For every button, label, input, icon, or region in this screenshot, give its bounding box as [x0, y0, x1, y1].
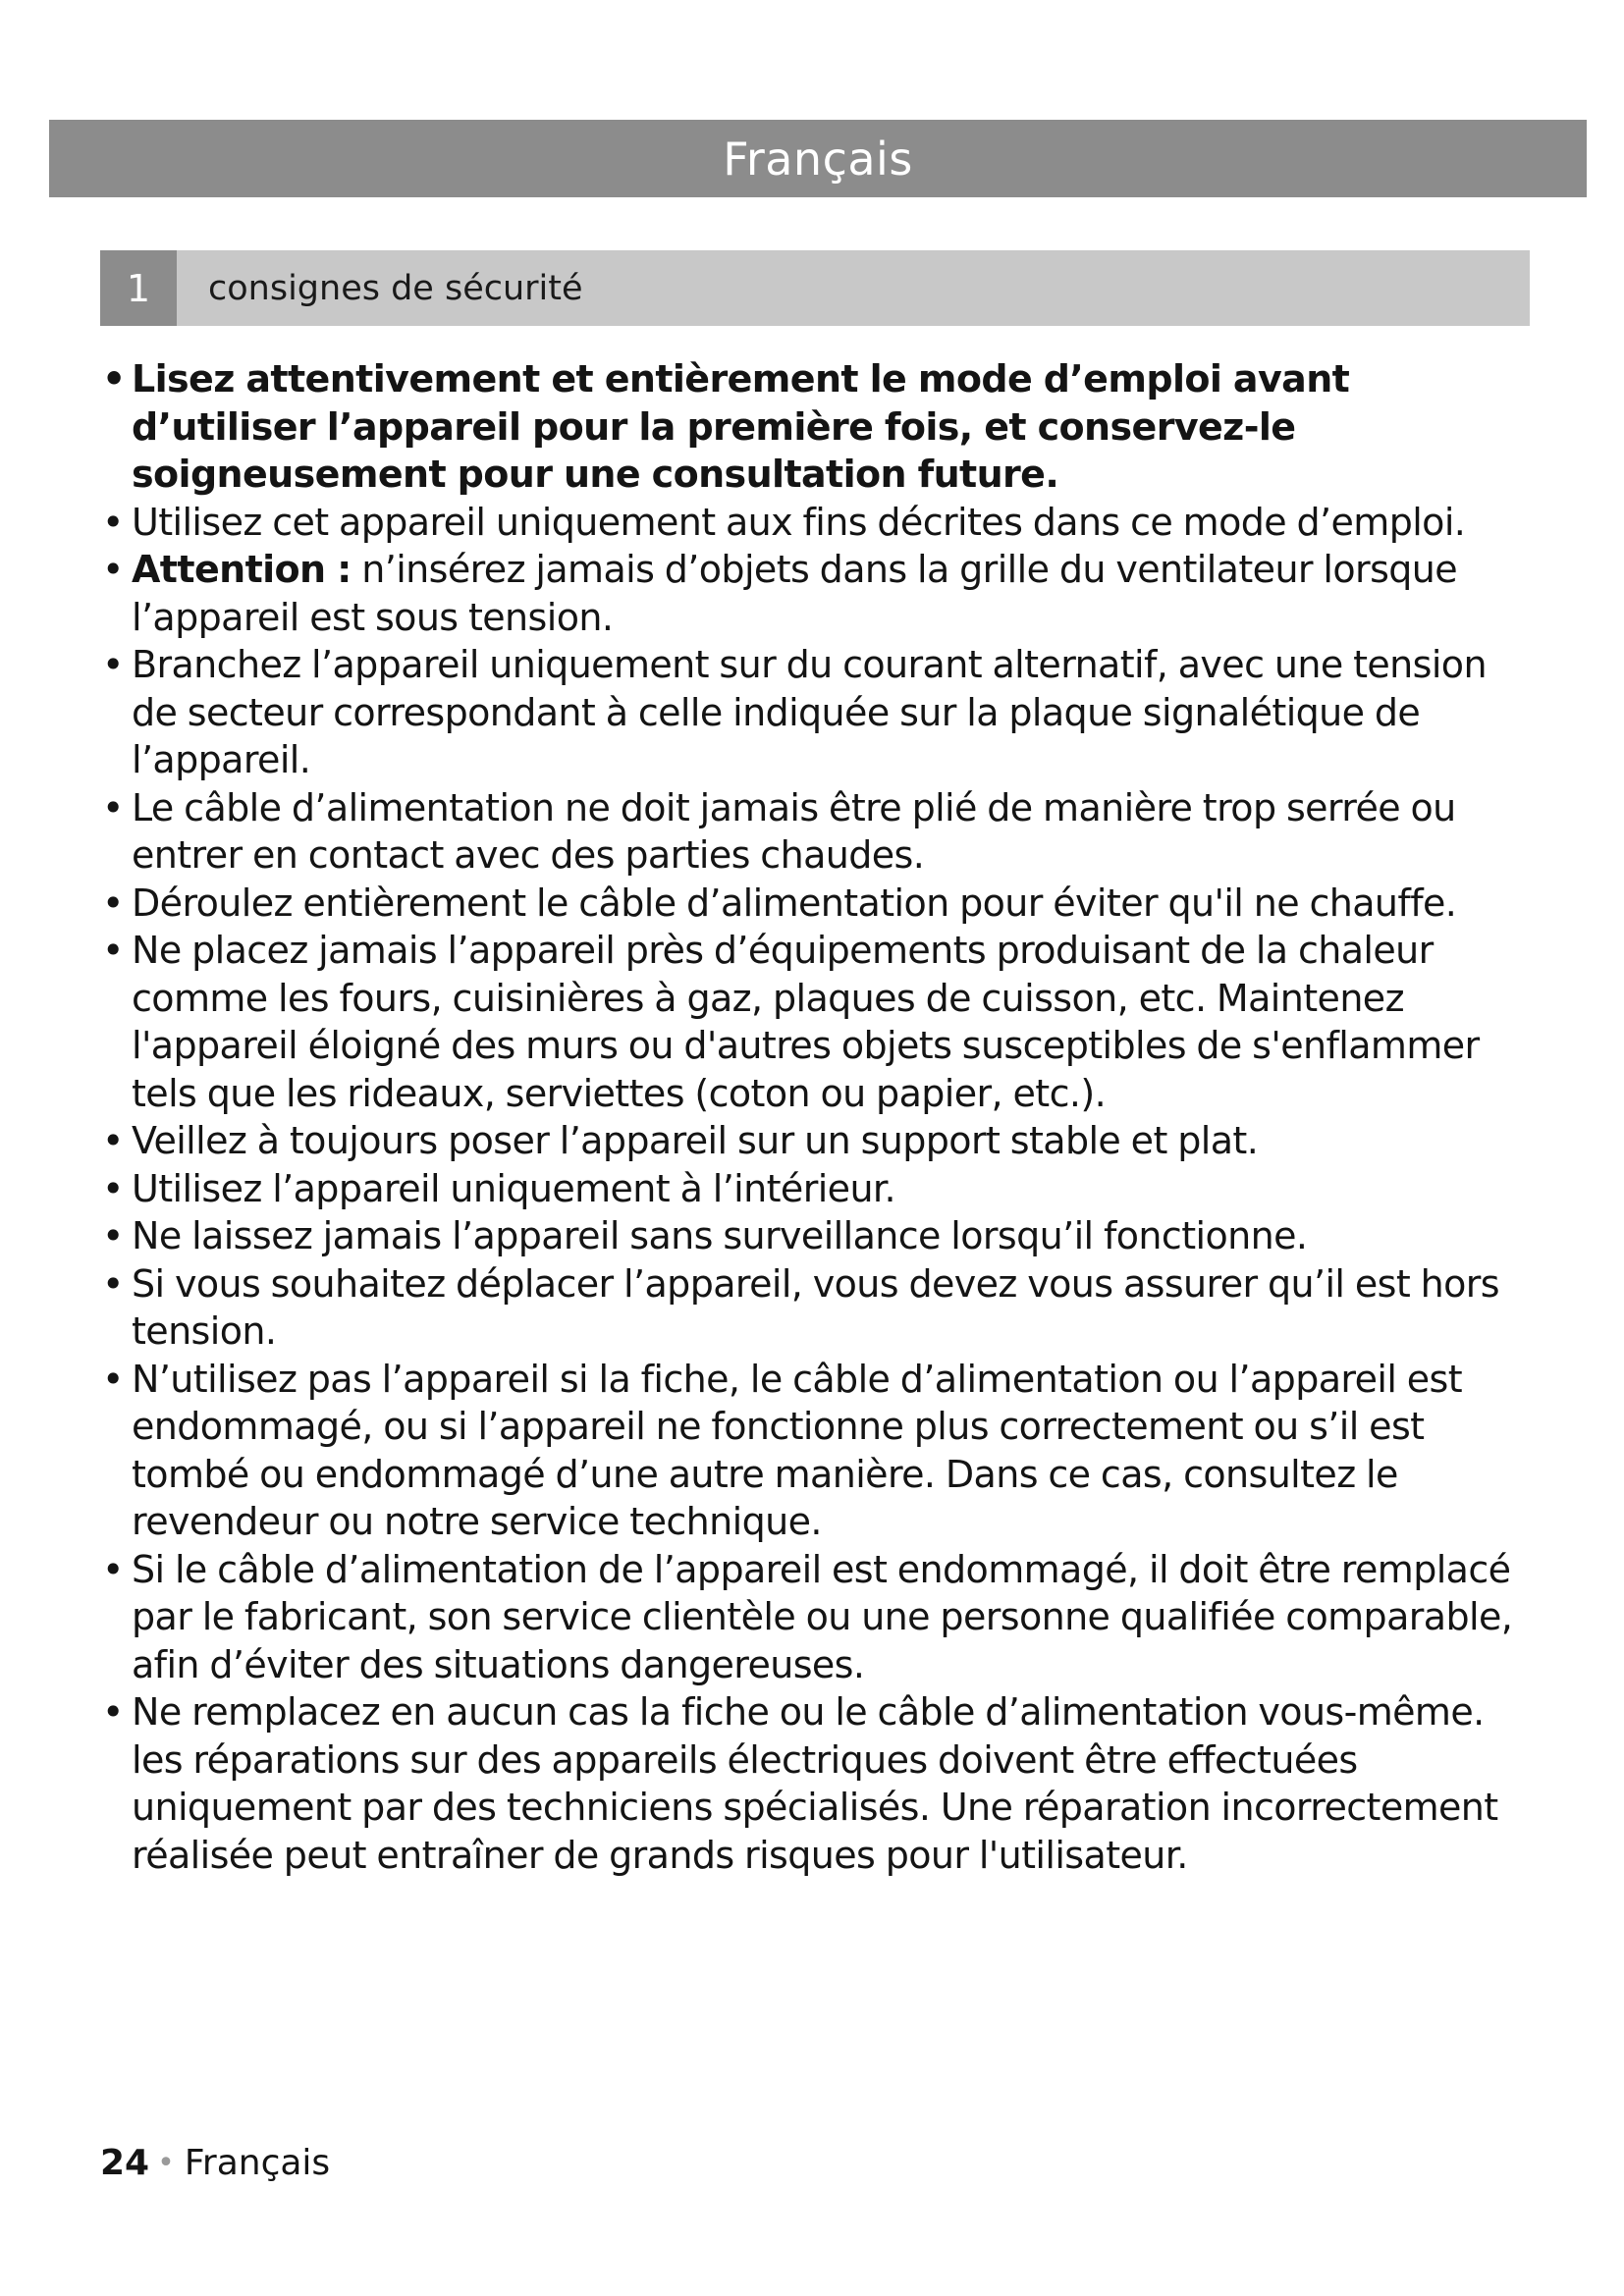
safety-item: [100, 1117, 1534, 1165]
safety-item: [100, 1546, 1534, 1689]
bullet-icon: •: [102, 1166, 124, 1210]
section-number: 1: [100, 250, 177, 326]
section-header: [100, 250, 1530, 326]
safety-item-text: Ne placez jamais l’appareil près d’équipements produisant de la chaleur comme les fours, cuisinières à gaz, plaques de cuisson, etc. Maintenez l'appareil éloigné des murs ou d'autres objets susceptibles de s'enflammer tels que les rideaux, serviettes (coton ou papier, etc.).: [132, 929, 1480, 1115]
safety-item: [100, 499, 1534, 547]
bullet-icon: •: [102, 785, 124, 829]
safety-item-text: Si vous souhaitez déplacer l’appareil, vous devez vous assurer qu’il est hors tension.: [132, 1261, 1499, 1353]
bullet-icon: •: [102, 548, 124, 591]
safety-item: [100, 641, 1534, 784]
safety-item-text: Utilisez l’appareil uniquement à l’intérieur.: [132, 1166, 895, 1210]
safety-item-text: Ne remplacez en aucun cas la fiche ou le câble d’alimentation vous-même. les réparations sur des appareils électriques doivent être effectuées uniquement par des techniciens spécialisés. Une réparation incorrectement réalisée peut entraîner de grands risques pour l'utilisateur.: [132, 1690, 1498, 1877]
safety-item-text: Le câble d’alimentation ne doit jamais être plié de manière trop serrée ou entrer en contact avec des parties chaudes.: [132, 785, 1456, 877]
bullet-icon: •: [102, 929, 124, 972]
safety-item-text: Utilisez cet appareil uniquement aux fins décrites dans ce mode d’emploi.: [132, 500, 1466, 544]
language-banner-title: Français: [723, 132, 913, 186]
page-number: 24: [100, 2143, 150, 2183]
bullet-icon: •: [102, 1357, 124, 1401]
safety-item: [100, 880, 1534, 928]
section-title: consignes de sécurité: [208, 268, 583, 308]
safety-item-text: N’utilisez pas l’appareil si la fiche, le câble d’alimentation ou l’appareil est endommagé, ou si l’appareil ne fonctionne plus correctement ou s’il est tombé ou endommagé d’une autre manière. Dans ce cas, consultez le revendeur ou notre service technique.: [132, 1357, 1463, 1543]
safety-item: [100, 1260, 1534, 1356]
safety-item-lead: Attention :: [132, 548, 352, 591]
bullet-icon: •: [102, 881, 124, 925]
safety-item-text: Ne laissez jamais l’appareil sans surveillance lorsqu’il fonctionne.: [132, 1214, 1308, 1257]
language-banner: [49, 120, 1587, 197]
bullet-icon: •: [102, 1547, 124, 1591]
safety-item-text: Veillez à toujours poser l’appareil sur un support stable et plat.: [132, 1119, 1259, 1162]
safety-item-text: Si le câble d’alimentation de l’appareil est endommagé, il doit être remplacé par le fabricant, son service clientèle ou une personne qualifiée comparable, afin d’éviter des situations dangereuses.: [132, 1547, 1513, 1686]
safety-item: [100, 1688, 1534, 1879]
safety-instructions-list: [100, 355, 1534, 1879]
bullet-icon: •: [102, 357, 126, 400]
safety-item: [100, 355, 1534, 499]
safety-item-text: n’insérez jamais d’objets dans la grille du ventilateur lorsque l’appareil est sous tension.: [132, 548, 1458, 639]
bullet-icon: •: [102, 500, 124, 544]
footer-language: Français: [184, 2143, 331, 2183]
bullet-icon: •: [102, 643, 124, 686]
bullet-icon: •: [102, 1119, 124, 1162]
bullet-icon: •: [102, 1214, 124, 1257]
safety-item: [100, 784, 1534, 880]
safety-item: [100, 546, 1534, 641]
safety-item: [100, 927, 1534, 1117]
safety-item-text: Lisez attentivement et entièrement le mode d’emploi avant d’utiliser l’appareil pour la première fois, et conservez-le soigneusement pour une consultation future.: [132, 357, 1350, 496]
footer-separator: •: [157, 2146, 175, 2180]
bullet-icon: •: [102, 1261, 124, 1306]
safety-item-text: Déroulez entièrement le câble d’alimentation pour éviter qu'il ne chauffe.: [132, 881, 1457, 925]
page-footer: [100, 2143, 330, 2183]
safety-item: [100, 1356, 1534, 1546]
safety-item-text: Branchez l’appareil uniquement sur du courant alternatif, avec une tension de secteur correspondant à celle indiquée sur la plaque signalétique de l’appareil.: [132, 643, 1487, 781]
safety-item: [100, 1212, 1534, 1260]
safety-item: [100, 1165, 1534, 1213]
bullet-icon: •: [102, 1690, 124, 1734]
